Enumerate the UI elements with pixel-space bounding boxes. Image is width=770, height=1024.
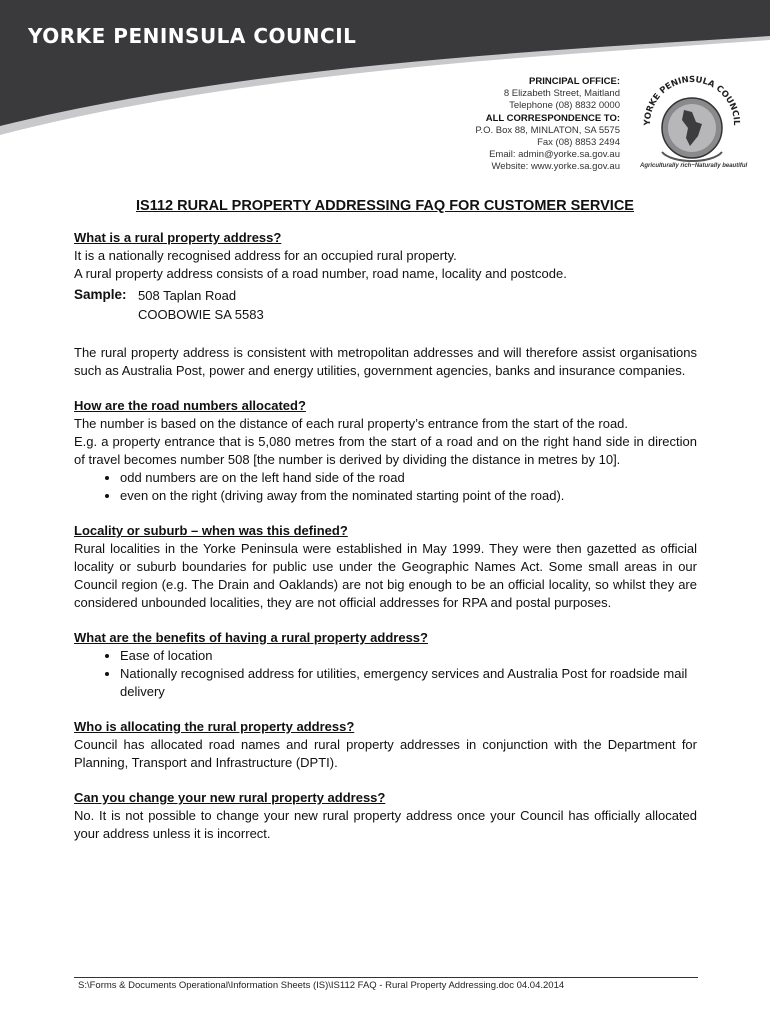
telephone: Telephone (08) 8832 0000 bbox=[509, 100, 620, 112]
po-box: P.O. Box 88, MINLATON, SA 5575 bbox=[475, 124, 620, 136]
q2-bullet-2: • even on the right (driving away from the nominated starting point of the road). bbox=[120, 487, 697, 505]
footer-path: S:\Forms & Documents Operational\Information Sheets (IS)\IS112 FAQ - Rural Property Addressing.doc 04.04.2014 bbox=[78, 980, 565, 991]
q3-paragraph: Rural localities in the Yorke Peninsula were established in May 1999. They were then gazetted as official locality or suburb boundaries for public use under the Geographic Names Act. Some small areas in our Council region (e.g. The Drain and Oaklands) are not big enough to be an official locality, so whilst they are considered unbounded localities, they are not official addresses for RPA and postal purposes. bbox=[74, 541, 697, 610]
q6-heading: Can you change your new rural property address? bbox=[74, 790, 386, 805]
q4-list bbox=[74, 647, 697, 701]
footer-divider bbox=[74, 977, 698, 978]
logo-text: YORKE PENINSULA COUNCIL bbox=[642, 74, 742, 126]
council-logo-icon bbox=[632, 66, 752, 176]
q2-list bbox=[74, 469, 697, 505]
q4-heading: What are the benefits of having a rural property address? bbox=[74, 630, 428, 645]
principal-office-label: PRINCIPAL OFFICE: bbox=[529, 76, 620, 87]
q2-bullet-1: • odd numbers are on the left hand side of the road bbox=[120, 469, 697, 487]
q5-paragraph: Council has allocated road names and rural property addresses in conjunction with the Department for Planning, Transport and Infrastructure (DPTI). bbox=[74, 737, 697, 770]
sample-address bbox=[74, 286, 697, 324]
sample-label: Sample: bbox=[74, 287, 127, 302]
q1-paragraph: The rural property address is consistent with metropolitan addresses and will therefore assist organisations such as Australia Post, power and energy utilities, government agencies, banks and insurance companies. bbox=[74, 345, 697, 378]
q1-line2: A rural property address consists of a road number, road name, locality and postcode. bbox=[74, 266, 567, 281]
council-name: YORKE PENINSULA COUNCIL bbox=[28, 24, 357, 48]
q6-paragraph: No. It is not possible to change your new rural property address once your Council has officially allocated your address unless it is incorrect. bbox=[74, 808, 697, 841]
q2-paragraph: E.g. a property entrance that is 5,080 metres from the start of a road and on the right hand side in direction of travel becomes number 508 [the number is derived by dividing the distance in metres by 10]. bbox=[74, 434, 697, 467]
website: Website: www.yorke.sa.gov.au bbox=[491, 161, 620, 173]
q1-line1: It is a nationally recognised address for an occupied rural property. bbox=[74, 248, 457, 263]
q5-heading: Who is allocating the rural property address? bbox=[74, 719, 355, 734]
principal-office-address: 8 Elizabeth Street, Maitland bbox=[503, 88, 620, 100]
fax: Fax (08) 8853 2494 bbox=[537, 137, 620, 149]
contact-block bbox=[360, 76, 620, 174]
q2-heading: How are the road numbers allocated? bbox=[74, 398, 306, 413]
sample-address-lines bbox=[138, 286, 264, 324]
q4-bullet-1: • Ease of location bbox=[120, 647, 697, 665]
q1-heading: What is a rural property address? bbox=[74, 230, 282, 245]
q3-heading: Locality or suburb – when was this defined? bbox=[74, 523, 348, 538]
q4-bullet-2: • Nationally recognised address for utilities, emergency services and Australia Post for roadside mail delivery bbox=[120, 665, 697, 701]
sample-line-2: COOBOWIE SA 5583 bbox=[138, 307, 264, 322]
faq-content bbox=[74, 229, 697, 843]
sample-line-1: 508 Taplan Road bbox=[138, 288, 237, 303]
correspondence-label: ALL CORRESPONDENCE TO: bbox=[485, 112, 620, 124]
document-title: IS112 RURAL PROPERTY ADDRESSING FAQ FOR CUSTOMER SERVICE bbox=[136, 198, 634, 214]
tagline: Agriculturally rich~Naturally beautiful bbox=[640, 163, 748, 169]
q2-line1: The number is based on the distance of each rural property’s entrance from the start of the road. bbox=[74, 416, 629, 431]
email: Email: admin@yorke.sa.gov.au bbox=[489, 149, 620, 161]
